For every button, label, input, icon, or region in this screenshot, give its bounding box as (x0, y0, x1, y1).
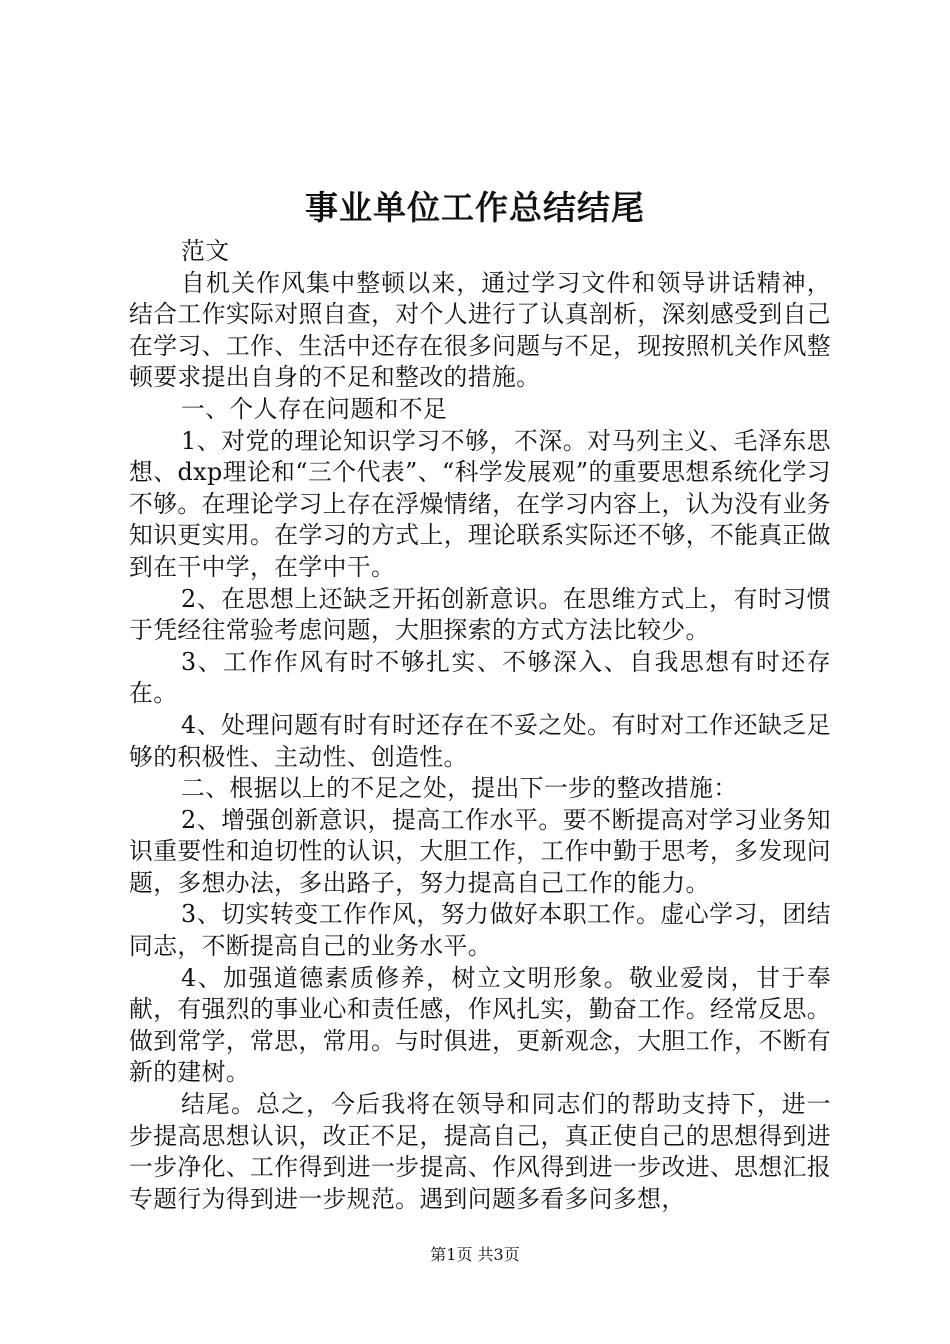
paragraph-problem-4: 4、处理问题有时有时还存在不妥之处。有时对工作还缺乏足够的积极性、主动性、创造性。 (129, 710, 831, 771)
document-title: 事业单位工作总结结尾 (305, 188, 645, 227)
paragraph-measure-4: 4、加强道德素质修养，树立文明形象。敬业爱岗，甘于奉献，有强烈的事业心和责任感，作风扎实，勤奋工作。经常反思。做到常学，常思，常用。与时俱进，更新观念，大胆工作，不断有新的建树。 (129, 963, 831, 1087)
paragraph-measure-2: 2、增强创新意识，提高工作水平。要不断提高对学习业务知识重要性和迫切性的认识，大胆工作，工作中勤于思考，多发现问题，多想办法，多出路子，努力提高自己工作的能力。 (129, 805, 831, 897)
paragraph-problem-3: 3、工作作风有时不够扎实、不够深入、自我思想有时还存在。 (129, 647, 831, 708)
paragraph-intro: 自机关作风集中整顿以来，通过学习文件和领导讲话精神，结合工作实际对照自查，对个人进行了认真剖析，深刻感受到自己在学习、工作、生活中还存在很多问题与不足，现按照机关作风整顿要求提出自身的不足和整改的措施。 (129, 268, 831, 392)
section-heading-problems: 一、个人存在问题和不足 (181, 394, 448, 423)
paragraph-label: 范文 (181, 237, 230, 265)
paragraph-problem-1: 1、对党的理论知识学习不够，不深。对马列主义、毛泽东思想、dxp理论和“三个代表”、“科学发展观”的重要思想系统化学习不够。在理论学习上存在浮燥情绪，在学习内容上，认为没有业务知识更实用。在学习的方式上，理论联系实际还不够，不能真正做到在干中学，在学中干。 (129, 426, 831, 581)
paragraph-measure-3: 3、切实转变工作作风，努力做好本职工作。虚心学习，团结同志，不断提高自己的业务水平。 (129, 900, 831, 961)
document-body (129, 236, 831, 1215)
paragraph-problem-2: 2、在思想上还缺乏开拓创新意识。在思维方式上，有时习惯于凭经往常验考虑问题，大胆探索的方式方法比较少。 (129, 584, 831, 645)
page-indicator: 第1页 共3页 (430, 1245, 520, 1264)
section-heading-measures: 二、根据以上的不足之处，提出下一步的整改措施： (181, 774, 738, 803)
paragraph-conclusion: 结尾。总之，今后我将在领导和同志们的帮助支持下，进一步提高思想认识，改正不足，提高自己，真正使自己的思想得到进一步净化、工作得到进一步提高、作风得到进一步改进、思想汇报专题行为得到进一步规范。遇到问题多看多问多想， (129, 1090, 831, 1213)
